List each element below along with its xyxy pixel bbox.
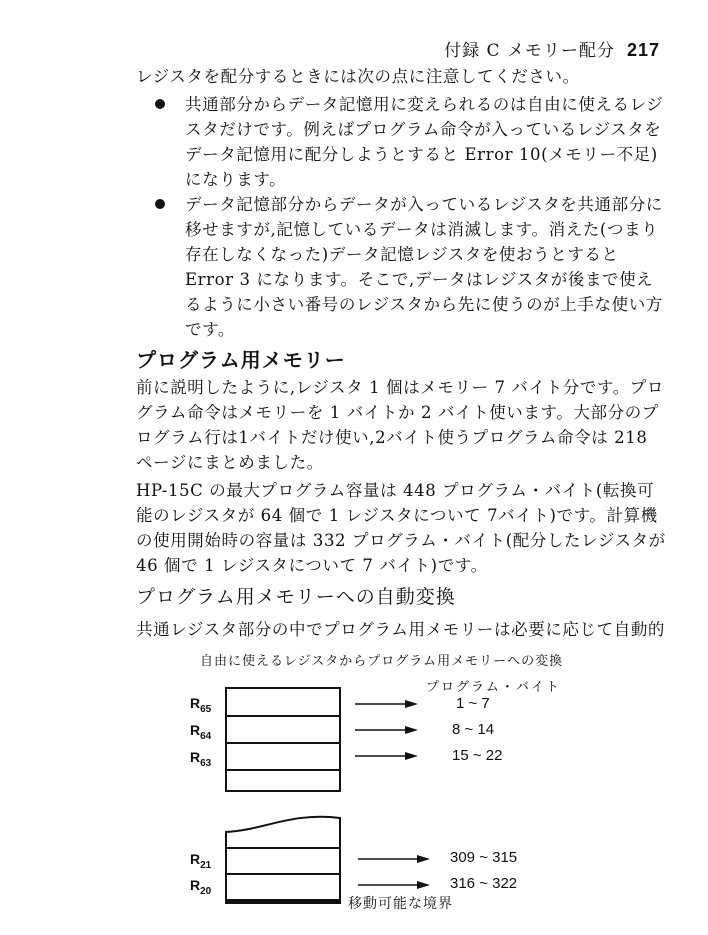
arrow-icon xyxy=(355,700,418,708)
movable-boundary-bar xyxy=(226,899,340,904)
register-label: $R_{21}$ xyxy=(190,851,212,871)
byte-range: 316 ~ 322 xyxy=(450,875,518,892)
byte-range: 309 ~ 315 xyxy=(450,849,518,866)
byte-range: 15 ~ 22 xyxy=(452,747,503,764)
register-label: $R_{20}$ xyxy=(190,877,212,897)
arrow-icon xyxy=(355,752,418,760)
section2-paragraph: 共通レジスタ部分の中でプログラム用メモリーは必要に応じて自動的 xyxy=(136,620,666,639)
byte-range: 1 ~ 7 xyxy=(456,695,490,712)
register-label: $R_{63}$ xyxy=(190,749,212,769)
arrow-icon xyxy=(355,726,418,734)
register-stack-bottom xyxy=(226,817,340,903)
diagram-column-header: プログラム・バイト xyxy=(426,680,561,695)
register-stack-top xyxy=(226,688,340,791)
byte-range: 8 ~ 14 xyxy=(452,721,495,738)
arrow-icon xyxy=(358,881,430,889)
header-section: 付録 C メモリー配分 xyxy=(444,41,615,61)
bullet-text: データ記憶部分からデータが入っているレジスタを共通部分に移せますが,記憶しているデータは消滅します。消えた(つまり存在しなくなった)データ記憶レジスタを使おうとすると Error 3 になります。そこで,データはレジスタが後まで使えるように小さい番号のレジスタから先に使うのが上手な使い方です。 xyxy=(185,195,663,339)
intro-paragraph: レジスタを配分するときには次の点に注意してください。 xyxy=(136,67,580,86)
diagram-caption: 自由に使えるレジスタからプログラム用メモリーへの変換 xyxy=(200,654,564,669)
register-label: $R_{65}$ xyxy=(190,695,212,715)
section-heading: プログラム用メモリー xyxy=(136,348,346,372)
subsection-heading: プログラム用メモリーへの自動変換 xyxy=(136,586,456,608)
section1-paragraph2: HP-15C の最大プログラム容量は 448 プログラム・バイト(転換可能のレジスタが 64 個で 1 レジスタについて 7バイト)です。計算機の使用開始時の容量は 332 プログラム・バイト(配分したレジスタが 46 個で 1 レジスタについて 7 バイト)です。 xyxy=(136,481,666,575)
bullet-text: 共通部分からデータ記憶用に変えられるのは自由に使えるレジスタだけです。例えばプログラム命令が入っているレジスタをデータ記憶用に配分しようとすると Error 10(メモリー不足)になります。 xyxy=(185,95,664,189)
boundary-label: 移動可能な境界 xyxy=(348,896,453,912)
arrow-icon xyxy=(358,855,430,863)
page-number: 217 xyxy=(626,40,660,60)
section1-paragraph1: 前に説明したように,レジスタ 1 個はメモリー 7 バイト分です。プログラム命令はメモリーを 1 バイトか 2 バイト使います。大部分のプログラム行は1バイトだけ使い,2バイト使うプログラム命令は 218 ページにまとめました。 xyxy=(136,378,664,472)
register-label: $R_{64}$ xyxy=(190,722,212,742)
